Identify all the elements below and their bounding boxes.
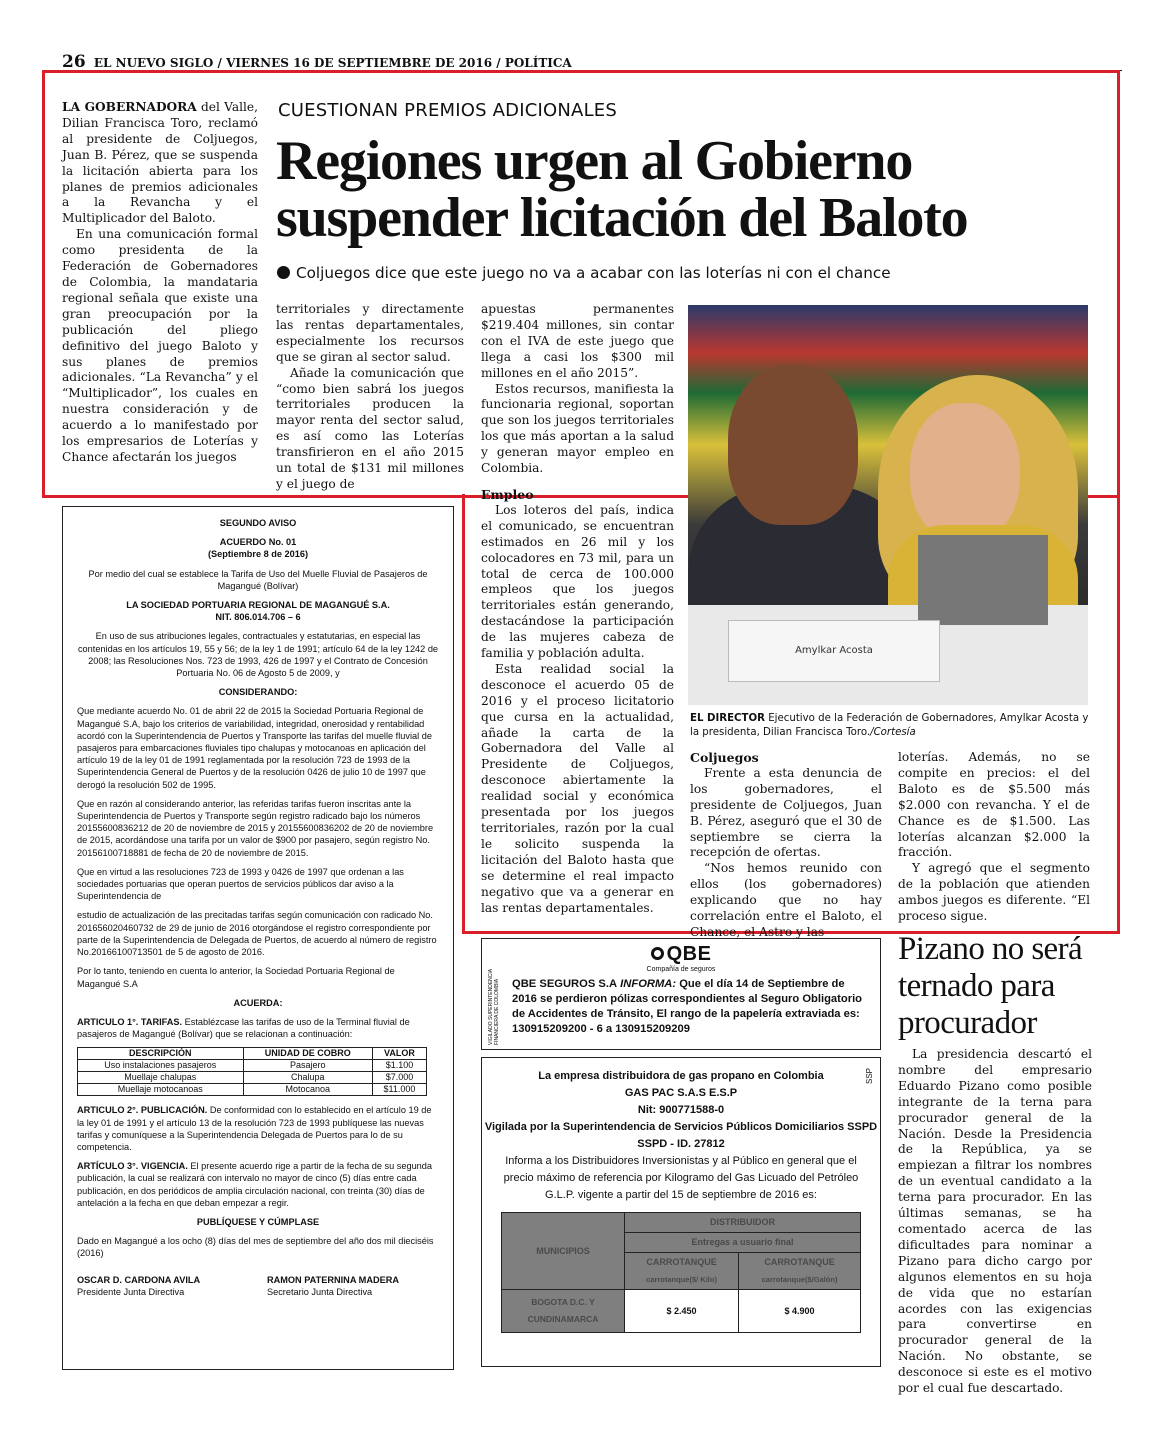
notice-nit: NIT. 806.014.706 – 6 [215, 612, 301, 623]
article-paragraph: “Nos hemos reunido con ellos (los gobernadores) explicando que no hay correlación entre el Baloto, el Chance, el Astro y las [690, 861, 882, 939]
notice-signatures [77, 1274, 439, 1298]
qbe-ad [481, 938, 881, 1050]
article-paragraph: Añade la comunicación que “como bien sabrá los juegos territoriales producen la mayor renta del sector salud, es así como las Loterías transfirieron en el año 2015 un total de $131 mil millones y el juego de [276, 365, 464, 491]
photo-laptop [918, 535, 1048, 625]
article-column-5 [898, 750, 1090, 925]
table-header: DISTRIBUIDOR [625, 1213, 861, 1233]
page-number: 26 [62, 52, 86, 71]
qbe-text: QBE SEGUROS S.A INFORMA: Que el día 14 de Septiembre de 2016 se perdieron pólizas correspondientes al Seguro Obligatorio de Accidentes de Tránsito, El rango de la papelería extraviada es: 130915209200 - 6 a 130915209209 [512, 978, 863, 1035]
caption-lead: EL DIRECTOR [690, 713, 765, 724]
table-header: MUNICIPIOS [502, 1213, 625, 1290]
notice-article-2: ARTICULO 2°. PUBLICACIÓN. De conformidad con lo establecido en el artículo 19 de la ley 01 de 1991 y el artículo 13 de la resolución 723 de 1993 publíquese las nuevas tarifas y comuníquese a la Superintendencia Delegada de Puertos para lo de su competencia. [77, 1105, 432, 1152]
notice-considering-title: CONSIDERANDO: [218, 687, 298, 698]
photo-nameplate: Amylkar Acosta [728, 620, 940, 682]
notice-date: (Septiembre 8 de 2016) [207, 549, 309, 560]
table-header: CARROTANQUE carrotanque($/ Kilo) [625, 1253, 739, 1290]
gas-pac-ad [481, 1057, 881, 1367]
gas-side-text: SSP [865, 1068, 874, 1085]
subheading-coljuegos: Coljuegos [690, 750, 759, 765]
table-row [78, 1072, 427, 1084]
notice-paragraph: estudio de actualización de las precitadas tarifas según comunicación con radicado No. 20165602046073​2 de 29 de junio de 2016 otorgándose el registro correspondiente por parte de la Superintendencia de Delegada de Puertos, de acuerdo al número de registro No.20166100713501 de 5 de agosto de 2016. [77, 910, 437, 958]
table-cell: Chalupa [243, 1072, 372, 1084]
signature-name: RAMON PATERNINA MADERA [266, 1274, 399, 1285]
signature-role: Secretario Junta Directiva [266, 1286, 373, 1297]
article-deck: Coljuegos dice que este juego no va a acabar con las loterías ni con el chance [277, 264, 891, 282]
table-header: DESCRIPCIÓN [78, 1048, 244, 1060]
table-cell: Muellaje motocanoas [78, 1084, 244, 1096]
photo-person-2-face [910, 403, 1020, 543]
notice-paragraph: Por lo tanto, teniendo en cuenta lo anterior, la Sociedad Portuaria Regional de Magangué S.A [77, 966, 395, 989]
photo-person-1-face [728, 365, 858, 525]
qbe-logo: QBE Compañía de seguros [482, 939, 880, 973]
tariff-table [77, 1047, 427, 1096]
table-cell: Pasajero [243, 1060, 372, 1072]
headline-line-1: Regiones urgen al Gobierno [276, 130, 913, 192]
notice-purpose: Por medio del cual se establece la Tarifa de Uso del Muelle Fluvial de Pasajeros de Magangué (Bolívar) [88, 568, 428, 591]
table-cell: $11.000 [372, 1084, 426, 1096]
table-cell: $1.100 [372, 1060, 426, 1072]
article-headline [276, 130, 1116, 249]
notice-publish: PUBLÍQUESE Y CÚMPLASE [196, 1216, 320, 1227]
bullet-icon [277, 266, 290, 279]
table-row [502, 1290, 861, 1333]
table-header-row [78, 1048, 427, 1060]
notice-agreement: ACUERDO No. 01 [219, 537, 297, 548]
table-cell: BOGOTA D.C. Y CUNDINAMARCA [502, 1290, 625, 1333]
article-kicker: CUESTIONAN PREMIOS ADICIONALES [278, 100, 617, 121]
article-paragraph: territoriales y directamente las rentas departamentales, especialmente los recursos que se giran al sector salud. [276, 302, 464, 364]
table-row [78, 1084, 427, 1096]
highlight-box-join [42, 495, 465, 498]
notice-article-1: ARTICULO 1°. TARIFAS. Establézcase las tarifas de uso de la Terminal fluvial de pasajeros de Magangué (Bolívar) que se relacionan a continuación: [77, 1016, 410, 1040]
qbe-side-text: VIGILADO SUPERINTENDENCIA FINANCIERA DE COLOMBIA [488, 969, 500, 1045]
notice-paragraph: Que mediante acuerdo No. 01 de abril 22 de 2015 la Sociedad Portuaria Regional de Magangué S.A, bajo los criterios de variabilidad, integridad, onerosidad y rentabilidad acordó con la Superintendencia de Puertos y Transporte las tarifas del muelle fluvial de pasajeros para embarcaciones fluviales tipo chalupas y motocanoas en aplicación del artículo 19 de la ley 01 de 1991 reglamentada por la resolución 723 de 1993 de la Superintendencia General de Puertos y de la resolución 0426 de julio 10 de 1997 que derogó la resolución 502 de 1995. [77, 706, 432, 790]
signature-role: Presidente Junta Directiva [77, 1286, 185, 1297]
notice-title: SEGUNDO AVISO [219, 518, 297, 528]
signature-2 [267, 1274, 399, 1298]
notice-agrees-title: ACUERDA: [233, 997, 283, 1008]
legal-notice [62, 506, 454, 1370]
table-cell: $ 2.450 [625, 1290, 739, 1333]
article-column-3 [481, 302, 674, 916]
notice-article-3: ARTÍCULO 3°. VIGENCIA. El presente acuerdo rige a partir de la fecha de su segunda publicación, la cual se realizará con intervalo no mayor de cinco (5) días entre cada publicación, en dos periódicos de amplia circulación nacional, con treinta (30) días de antelación a la fecha en que deban empezar a regir. [77, 1161, 433, 1208]
article-paragraph: Y agregó que el segmento de la población que atienden ambos juegos es diferente. “El proceso sigue. [898, 861, 1090, 924]
notice-powers: En uso de sus atribuciones legales, contractuales y estatutarias, en especial las contenidas en los artículos 19, 55 y 56; de la ley 1 de 1991; artículo 64 de la ley 1242 de 2008; las Resoluciones Nos. 723 de 1993, 426 de 1997 y el Contrato de Concesión Portuaria No. 06 de Agosto 5 de 2009, y [77, 631, 439, 679]
gas-price-table [501, 1212, 861, 1333]
article-paragraph: loterías. Además, no se compite en precios: el del Baloto es de $5.500 más $2.000 con revancha. Y el de Chance es de $1.500. Las loterías alcanzan $2.000 la fracción. [898, 750, 1090, 860]
table-cell: $ 4.900 [739, 1290, 861, 1333]
table-header: UNIDAD DE COBRO [243, 1048, 372, 1060]
notice-paragraph: Que en razón al considerando anterior, las referidas tarifas fueron inscritas ante la Superintendencia de Puertos y Transporte según registro radicado bajo los números 20155600836212 de 20 de noviembre de 2015 y 20155600836202 de 20 de noviembre de 2015, acordándose una tarifa por un valor de $900 por pasajero, según registro No. 20156100718881 de fecha de 20 de noviembre de 2015. [77, 798, 434, 858]
gas-nit: Nit: 900771588-0 [637, 1104, 725, 1116]
table-cell: Uso instalaciones pasajeros [78, 1060, 244, 1072]
article-paragraph: En una comunicación formal como presidenta de la Federación de Gobernadores de Colombia, la mandataria regional señala que existe una gran preocupación por la publicación del pliego definitivo del juego Baloto y sus planes de premios adicionales. “La Revancha” y el “Multiplicador”, los cuales en nuestra consideración y de acuerdo a lo manifestado por los empresarios de Loterías y Chance afectarán los juegos [62, 227, 258, 464]
gas-sspd-id: SSPD - ID. 27812 [637, 1138, 725, 1150]
gas-watched: Vigilada por la Superintendencia de Servicios Públicos Domiciliarios SSPD [484, 1121, 878, 1133]
article-paragraph: Esta realidad social la desconoce el acuerdo 05 de 2016 y el proceso licitatorio que cursa en la actualidad, añade la carta de la Gobernadora del Valle al Presidente de Coljuegos, desconoce abiertamente la realidad social y económica presentada por los juegos territoriales, razón por la cual le solicito suspenda la licitación del Baloto hasta que se determine el real impacto negativo que va a generar en las rentas departamentales. [481, 661, 674, 915]
article-photo [688, 305, 1088, 705]
page-folio [62, 52, 1122, 71]
signature-1 [77, 1274, 200, 1298]
folio-text: EL NUEVO SIGLO / VIERNES 16 DE SEPTIEMBRE DE 2016 / POLÍTICA [93, 56, 572, 70]
table-cell: Motocanoa [243, 1084, 372, 1096]
caption-credit: /Cortesía [870, 727, 916, 738]
article-column-2 [276, 302, 464, 493]
pizano-headline: Pizano no será ternado para procurador [898, 931, 1083, 1041]
article-paragraph: Los loteros del país, indica el comunicado, se encuentran estimados en 26 mil y los colocadores en 73 mil, para un total de cerca de 100.000 empleos que los juegos territoriales están generando, destacándose la participación de las mujeres cabeza de familia y población adulta. [481, 502, 674, 661]
article-paragraph: apuestas permanentes $219.404 millones, sin contar con el IVA de este juego que llega a casi los $300 mil millones en el año 2015”. [481, 302, 674, 380]
qbe-logo-sub: Compañía de seguros [646, 966, 716, 973]
table-row [78, 1060, 427, 1072]
article-lead-paragraph: LA GOBERNADORA del Valle, Dilian Francisca Toro, reclamó al presidente de Coljuegos, Juan B. Pérez, que se suspenda la licitación abierta para los planes de premios adicionales a la Revancha y el Multiplicador del Baloto. [62, 100, 258, 226]
table-row [502, 1213, 861, 1233]
notice-paragraph: Que en virtud a las resoluciones 723 de 1993 y 0426 de 1997 que ordenan a las sociedades portuarias que operan puertos de servicios públicos dar aviso a la Superintendencia de [77, 866, 404, 902]
article-paragraph: La presidencia descartó el nombre del empresario Eduardo Pizano como posible integrante de la terna para procurador general de la Nación. Desde la Presidencia de la República, ya se empiezan a filtrar los nombres de un eventual candidato a la terna para procurador. En las últimas semanas, se ha comentado acerca de las dificultades para nominar a Pizano para dicho cargo por algunos elementos en su hoja de vida que no estarían acordes con las exigencias para convertirse en procurador general de la Nación. No obstante, se desconoce si este es el motivo por el cual fue descartado. [898, 1047, 1092, 1396]
gas-company: GAS PAC S.A.S E.S.P [624, 1087, 738, 1099]
table-header: Entregas a usuario final [625, 1233, 861, 1253]
photo-caption: EL DIRECTOR Ejecutivo de la Federación de Gobernadores, Amylkar Acosta y la presidenta, Dilian Francisca Toro./Cortesía [690, 713, 1089, 738]
qbe-logo-icon [651, 947, 664, 960]
article-column-4 [690, 750, 882, 941]
article-paragraph: Frente a esta denuncia de los gobernadores, el presidente de Coljuegos, Juan B. Pérez, aseguró que el 30 de septiembre se cierra la recepción de ofertas. [690, 765, 882, 860]
gas-line-1: La empresa distribuidora de gas propano en Colombia [538, 1070, 824, 1082]
table-header: VALOR [372, 1048, 426, 1060]
pizano-body [898, 1047, 1092, 1397]
article-lead-word: LA GOBERNADORA [62, 100, 197, 114]
headline-line-2: suspender licitación del Baloto [276, 187, 968, 249]
notice-given: Dado en Magangué a los ocho (8) días del mes de septiembre del año dos mil dieciséis (2016) [77, 1236, 434, 1259]
article-column-1 [62, 100, 258, 466]
notice-company: LA SOCIEDAD PORTUARIA REGIONAL DE MAGANGUÉ S.A. [126, 600, 390, 611]
signature-name: OSCAR D. CARDONA AVILA [77, 1274, 201, 1285]
table-header: CARROTANQUE carrotanque($/Galón) [739, 1253, 861, 1290]
subheading-empleo: Empleo [481, 486, 534, 502]
table-cell: Muellaje chalupas [78, 1072, 244, 1084]
article-paragraph: Estos recursos, manifiesta la funcionaria regional, soportan que son los juegos territoriales los que más aportan a la salud y generan mayor empleo en Colombia. [481, 381, 674, 476]
table-cell: $7.000 [372, 1072, 426, 1084]
gas-info: Informa a los Distribuidores Inversionistas y al Público en general que el precio máximo de referencia por Kilogramo del Gas Licuado del Petróleo G.L.P. vigente a partir del 15 de septiembre de 2016 es: [503, 1155, 859, 1201]
